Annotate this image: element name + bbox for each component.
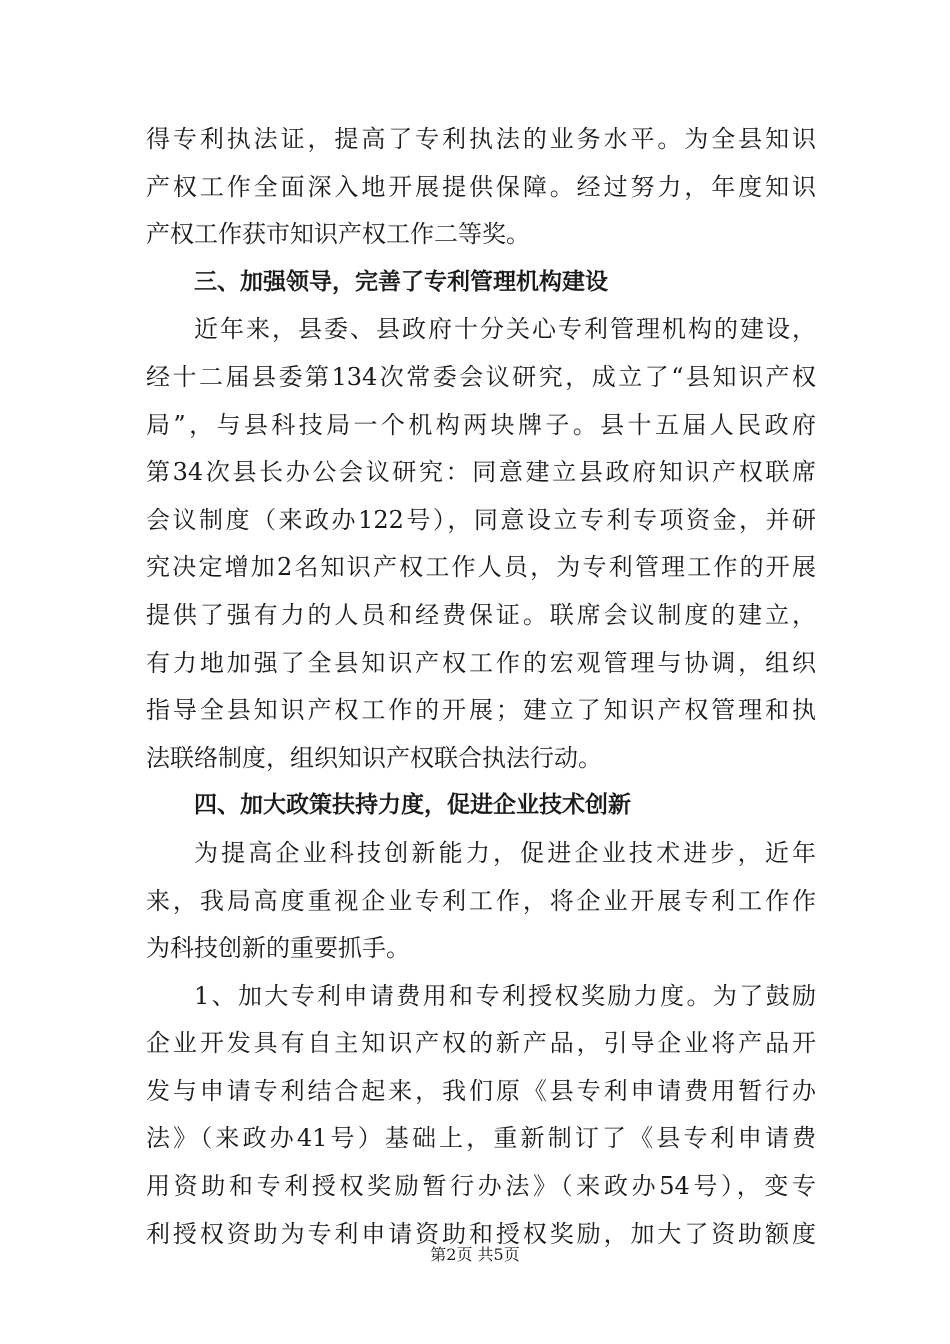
- paragraph-line: 指导全县知识产权工作的开展；建立了知识产权管理和执: [146, 696, 816, 725]
- paragraph-line: 来，我局高度重视企业专利工作，将企业开展专利工作作: [146, 886, 816, 915]
- section-heading: 三、加强领导，完善了专利管理机构建设: [194, 268, 608, 295]
- paragraph-line: 近年来，县委、县政府十分关心专利管理机构的建设，: [194, 315, 816, 344]
- document-body: [146, 116, 816, 1258]
- paragraph-line: 提供了强有力的人员和经费保证。联席会议制度的建立，: [146, 600, 816, 629]
- paragraph-line: 发与申请专利结合起来，我们原《县专利申请费用暂行办: [146, 1076, 816, 1105]
- paragraph-line: 第34次县长办公会议研究：同意建立县政府知识产权联席: [146, 458, 816, 487]
- paragraph-line: 产权工作全面深入地开展提供保障。经过努力，年度知识: [146, 172, 816, 201]
- paragraph-line: 有力地加强了全县知识产权工作的宏观管理与协调，组织: [146, 648, 816, 677]
- paragraph-line: 得专利执法证，提高了专利执法的业务水平。为全县知识: [146, 125, 816, 153]
- paragraph-line: 局”，与县科技局一个机构两块牌子。县十五届人民政府: [146, 410, 816, 439]
- paragraph-line: 经十二届县委第134次常委会议研究，成立了“县知识产权: [146, 362, 816, 391]
- paragraph-line: 企业开发具有自主知识产权的新产品，引导企业将产品开: [146, 1029, 816, 1058]
- paragraph-line: 用资助和专利授权奖励暂行办法》（来政办54号），变专: [146, 1172, 816, 1201]
- paragraph-line: 利授权资助为专利申请资助和授权奖励，加大了资助额度: [146, 1219, 816, 1248]
- paragraph-line: 为科技创新的重要抓手。: [146, 934, 410, 963]
- paragraph-line: 1、加大专利申请费用和专利授权奖励力度。为了鼓励: [194, 981, 816, 1010]
- paragraph-line: 法》（来政办41号）基础上，重新制订了《县专利申请费: [146, 1124, 816, 1153]
- section-heading: 四、加大政策扶持力度，促进企业技术创新: [194, 792, 631, 819]
- paragraph-line: 究决定增加2名知识产权工作人员，为专利管理工作的开展: [146, 553, 816, 582]
- paragraph-line: 为提高企业科技创新能力，促进企业技术进步，近年: [194, 838, 816, 867]
- paragraph-line: 会议制度（来政办122号），同意设立专利专项资金，并研: [146, 505, 816, 534]
- paragraph-line: 产权工作获市知识产权工作二等奖。: [146, 220, 530, 249]
- page-footer: 第2页 共5页: [430, 1245, 520, 1264]
- paragraph-line: 法联络制度，组织知识产权联合执法行动。: [146, 743, 602, 772]
